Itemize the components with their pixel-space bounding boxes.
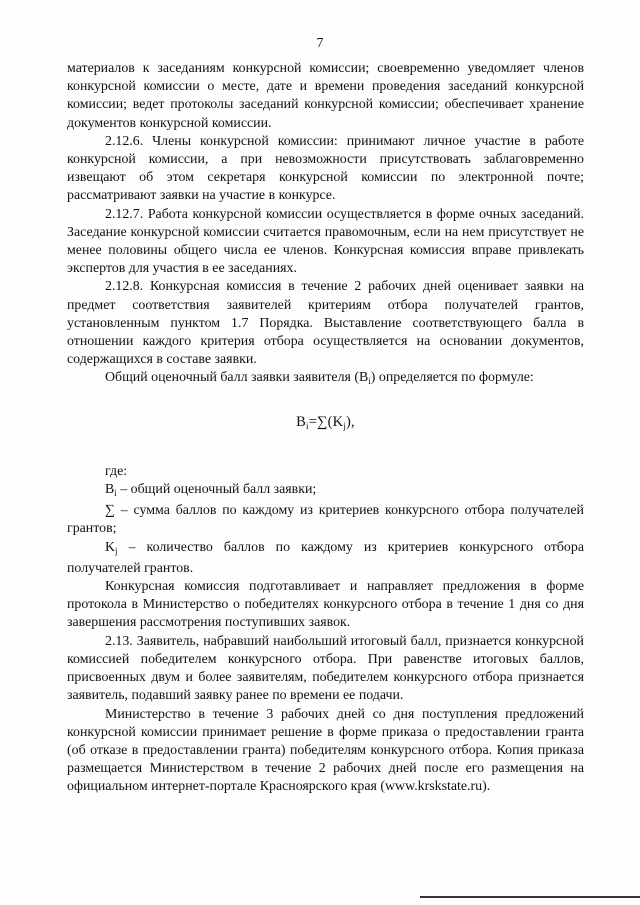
definition-b-symbol: B xyxy=(105,482,115,498)
paragraph-2-12-8: 2.12.8. Конкурсная комиссия в течение 2 рабочих дней оценивает заявки на предмет соответствия заявителей критериям отбора получателей грантов, установленным пунктом 1.7 Порядка. Выставление соответствующего балла в отношении каждого критерия отбора осуществляется на основании документов, содержащихся в составе заявки. xyxy=(67,279,584,368)
document-body xyxy=(67,60,584,797)
definition-b-text: – общий оценочный балл заявки; xyxy=(116,482,317,498)
paragraph-commission-proposals: Конкурсная комиссия подготавливает и направляет предложения в форме протокола в Министерство о победителях конкурсного отбора в течение 1 дня со дня завершения рассмотрения поступивших заявок. xyxy=(67,579,584,631)
definition-k xyxy=(67,539,584,578)
definition-k-subscript: j xyxy=(115,545,118,556)
formula-b: B xyxy=(296,413,306,430)
paragraph-2-12-6: 2.12.6. Члены конкурсной комиссии: принимают личное участие в работе конкурсной комиссии, а при невозможности присутствовать заблаговременно извещают об этом секретаря конкурсной комиссии по электронной почте; рассматривают заявки на участие в конкурсе. xyxy=(67,133,584,204)
formula-sum: =∑(K xyxy=(308,413,344,430)
formula-intro-text-end: ) определяется по формуле: xyxy=(370,370,534,386)
scan-edge-line xyxy=(420,896,640,898)
paragraph-2-13: 2.13. Заявитель, набравший наибольший итоговый балл, признается конкурсной комиссией победителем конкурсного отбора. При равенстве итоговых баллов, присвоенных двум и более заявителям, победителем конкурсного отбора признается заявитель, подавший заявку ранее по времени ее подачи. xyxy=(67,633,584,704)
formula-intro-subscript: i xyxy=(368,376,371,387)
paragraph-ministry-order: Министерство в течение 3 рабочих дней со дня поступления предложений конкурсной комиссии принимает решение в форме приказа о предоставлении гранта (об отказе в предоставлении гранта) победителям конкурсного отбора. Копия приказа размещается Министерством в течение 2 рабочих дней после его размещения на официальном интернет-портале Красноярского края (www.krskstate.ru). xyxy=(67,706,584,795)
definition-k-text: – количество баллов по каждому из критериев конкурсного отбора получателей грантов. xyxy=(67,539,584,576)
formula-k-subscript: j xyxy=(343,420,347,431)
definition-b-subscript: i xyxy=(114,488,117,499)
definition-k-symbol: K xyxy=(105,539,116,555)
formula-intro-text: Общий оценочный балл заявки заявителя (B xyxy=(105,370,369,386)
score-formula xyxy=(67,413,584,435)
paragraph-secretary-duties: материалов к заседаниям конкурсной комиссии; своевременно уведомляет членов конкурсной комиссии о месте, дате и времени проведения заседаний конкурсной комиссии; ведет протоколы заседаний конкурсной комиссии; обеспечивает хранение документов конкурсной комиссии. xyxy=(67,61,584,131)
paragraph-2-12-7: 2.12.7. Работа конкурсной комиссии осуществляется в форме очных заседаний. Заседание конкурсной комиссии считается правомочным, если на нем присутствует не менее половины общего числа ее членов. Конкурсная комиссия вправе привлекать экспертов для участия в ее заседаниях. xyxy=(67,206,584,277)
definition-sigma: ∑ – сумма баллов по каждому из критериев конкурсного отбора получателей грантов; xyxy=(67,503,584,537)
page-number: 7 xyxy=(316,35,324,50)
where-label: где: xyxy=(105,463,128,479)
formula-end: ), xyxy=(346,413,355,430)
formula-b-subscript: i xyxy=(305,420,309,431)
paragraph-formula-intro xyxy=(67,369,584,390)
definition-b xyxy=(67,481,584,502)
